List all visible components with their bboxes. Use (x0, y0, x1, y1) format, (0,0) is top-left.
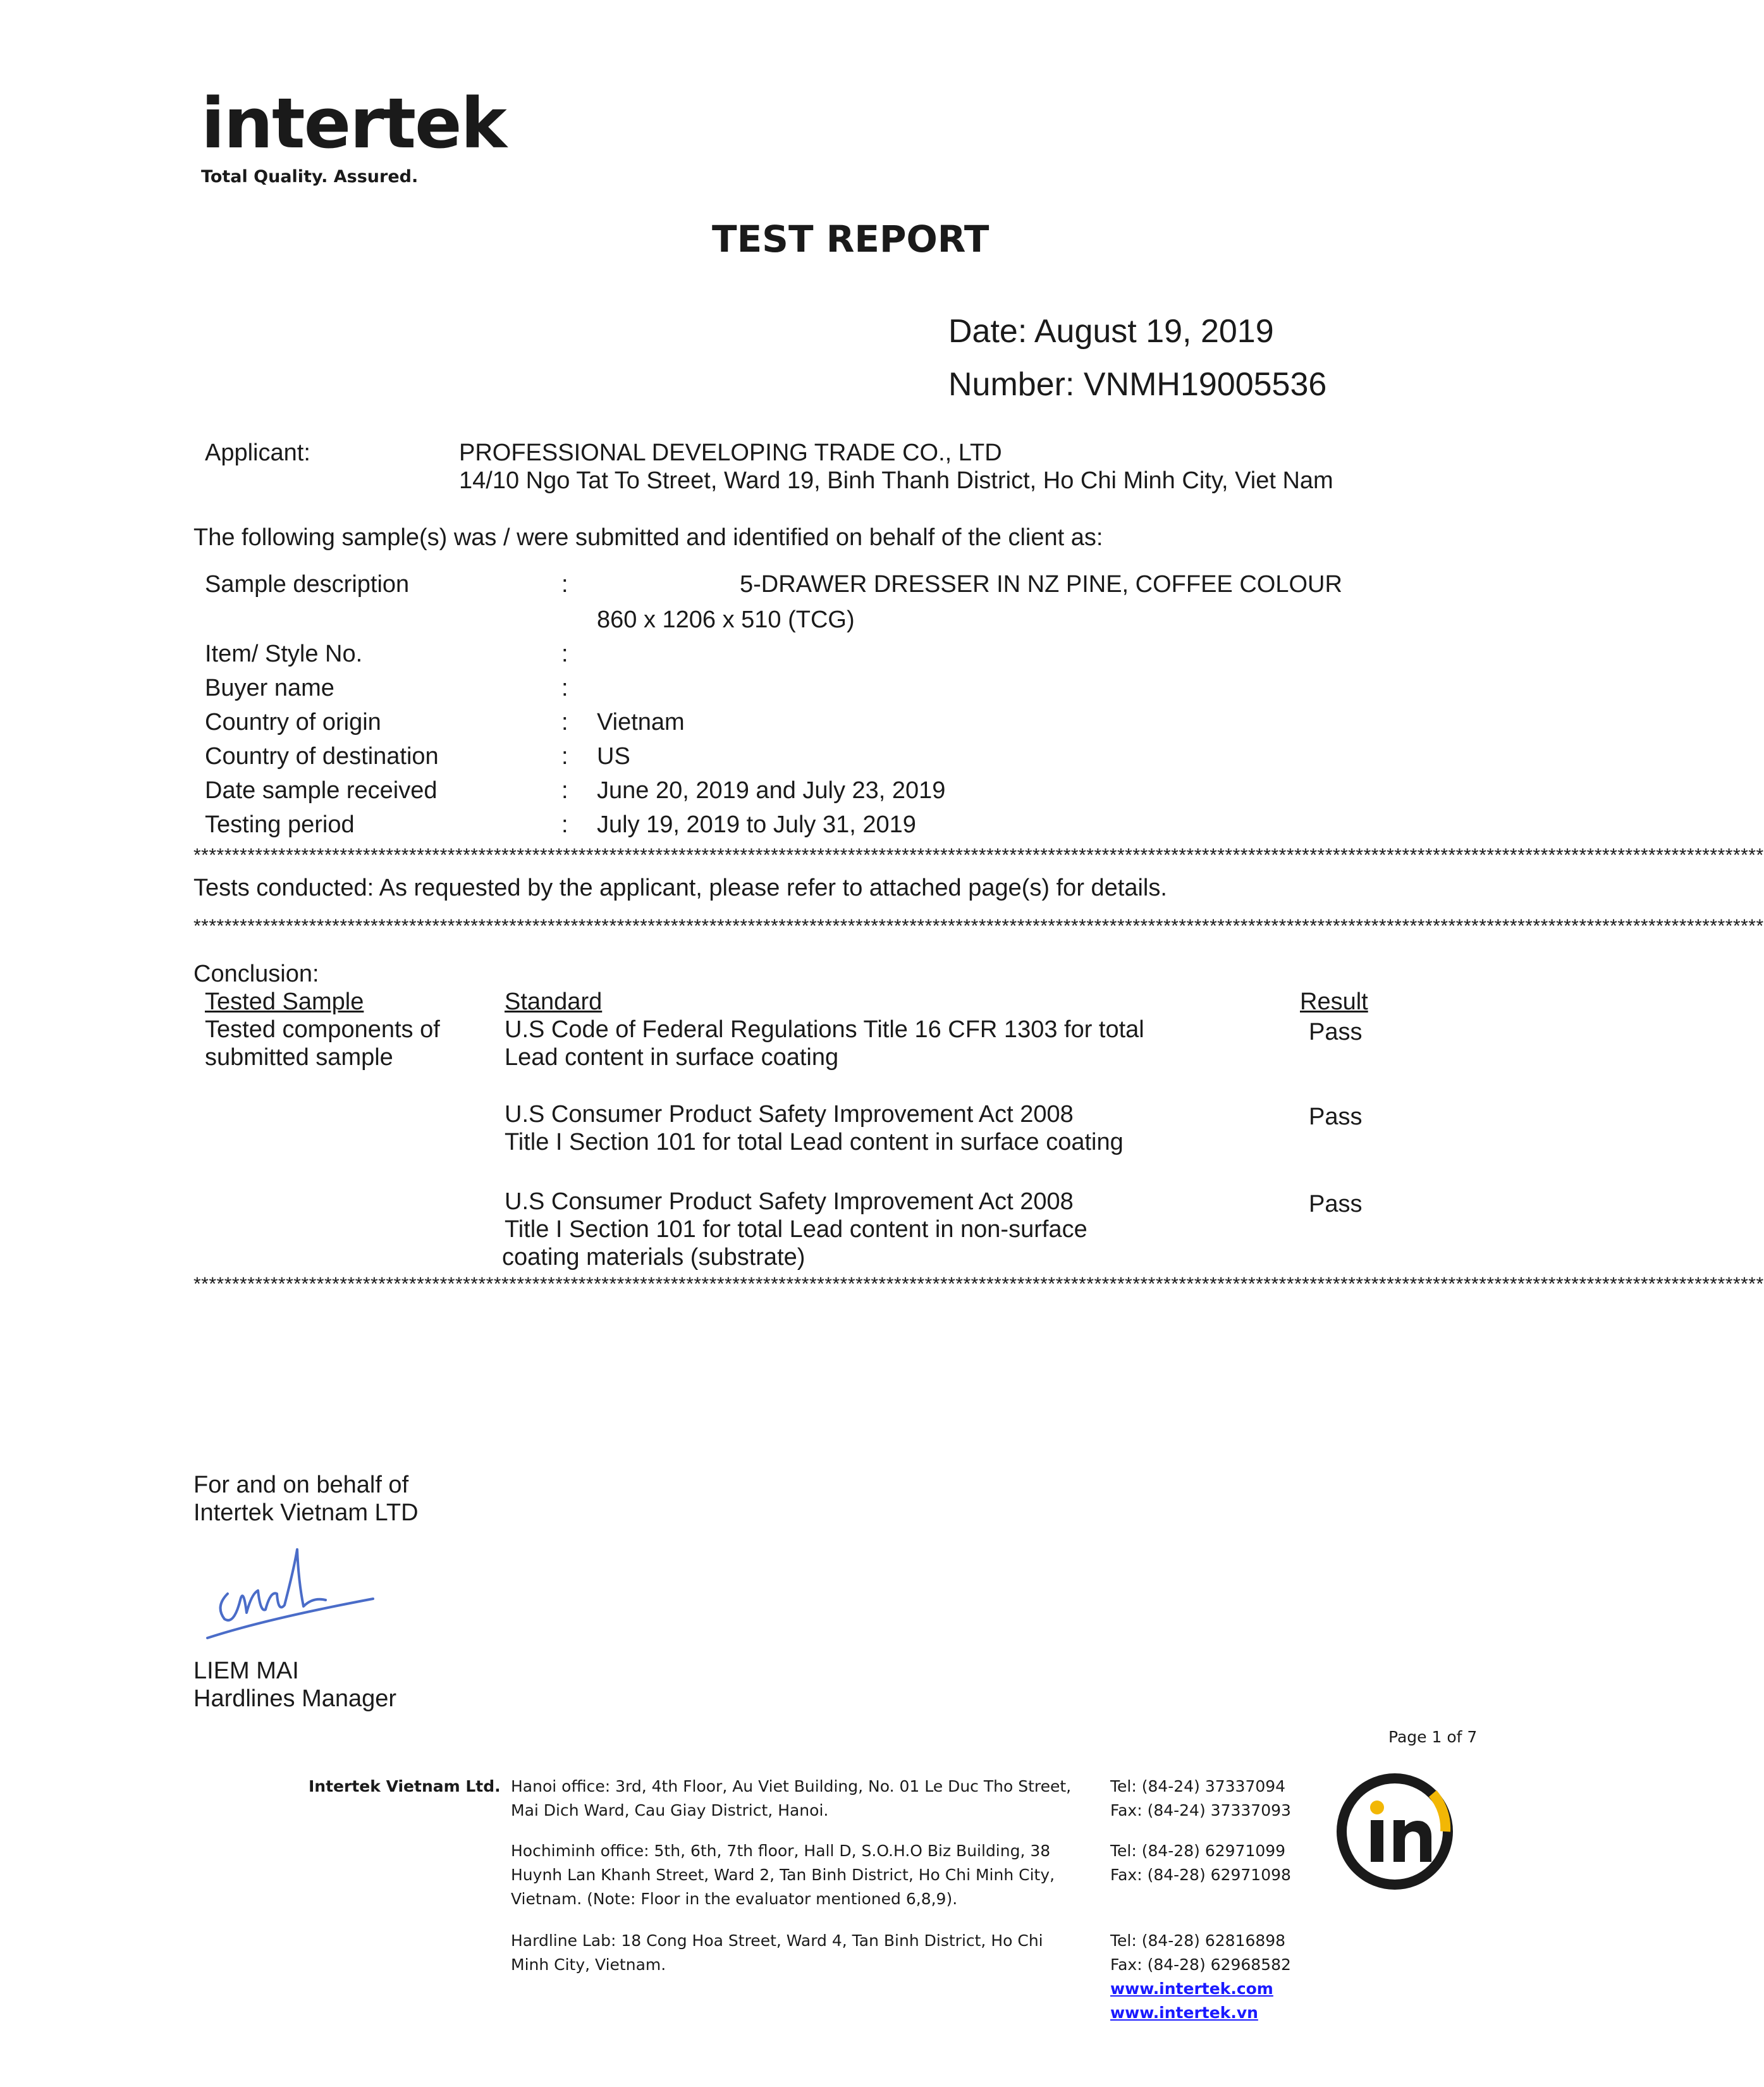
col-standard: Standard (505, 988, 603, 1015)
sample-desc-value-2: 860 x 1206 x 510 (TCG) (597, 606, 855, 633)
footer-hanoi-fax: Fax: (84-24) 37337093 (1110, 1801, 1291, 1819)
origin-label: Country of origin (205, 709, 381, 736)
footer-lab-2: Minh City, Vietnam. (511, 1955, 666, 1974)
origin-colon: : (561, 709, 568, 736)
star-divider: ************************************************************************************************************************************************************************************************************ (193, 916, 1764, 937)
page-title: TEST REPORT (712, 218, 989, 261)
footer-hanoi-tel: Tel: (84-24) 37337094 (1110, 1777, 1286, 1795)
footer-hcm-fax: Fax: (84-28) 62971098 (1110, 1866, 1291, 1884)
star-divider: ************************************************************************************************************************************************************************************************************ (193, 845, 1764, 866)
footer-company-name: Intertek Vietnam Ltd. (309, 1777, 501, 1795)
footer-lab-fax: Fax: (84-28) 62968582 (1110, 1955, 1291, 1974)
col-result: Result (1300, 988, 1368, 1015)
sample-desc-value: 5-DRAWER DRESSER IN NZ PINE, COFFEE COLOUR (740, 571, 1342, 598)
signature (190, 1530, 392, 1657)
buyer-colon: : (561, 675, 568, 701)
footer-hcm-3: Vietnam. (Note: Floor in the evaluator mentioned 6,8,9). (511, 1890, 958, 1908)
footer-hcm-2: Huynh Lan Khanh Street, Ward 2, Tan Binh District, Ho Chi Minh City, (511, 1866, 1055, 1884)
origin-value: Vietnam (597, 709, 685, 736)
tested-sample-line-2: submitted sample (205, 1044, 393, 1071)
destination-colon: : (561, 743, 568, 770)
received-label: Date sample received (205, 777, 438, 804)
received-colon: : (561, 777, 568, 804)
footer-lab-1: Hardline Lab: 18 Cong Hoa Street, Ward 4, Tan Binh District, Ho Chi (511, 1931, 1043, 1950)
standard-row-1-line-2: Lead content in surface coating (505, 1044, 839, 1071)
footer-hanoi-1: Hanoi office: 3rd, 4th Floor, Au Viet Building, No. 01 Le Duc Tho Street, (511, 1777, 1072, 1795)
signoff-line-1: For and on behalf of (193, 1472, 409, 1498)
result-row-3: Pass (1309, 1191, 1363, 1217)
star-divider: ************************************************************************************************************************************************************************************************************ (193, 1274, 1764, 1295)
report-number: Number: VNMH19005536 (948, 366, 1327, 403)
footer-website-vn[interactable] (1110, 2001, 1258, 2025)
website-link-com[interactable]: www.intertek.com (1110, 1979, 1273, 1998)
signatory-name: LIEM MAI (193, 1658, 299, 1684)
tests-conducted: Tests conducted: As requested by the applicant, please refer to attached page(s) for details. (193, 875, 1167, 901)
logo-tagline: Total Quality. Assured. (201, 167, 419, 187)
standard-row-3-line-2: Title I Section 101 for total Lead content in non-surface (505, 1216, 1087, 1243)
destination-value: US (597, 743, 630, 770)
col-tested-sample: Tested Sample (205, 988, 364, 1015)
intro-text: The following sample(s) was / were submitted and identified on behalf of the client as: (193, 524, 1103, 551)
footer-website-com[interactable] (1110, 1977, 1273, 2001)
footer-hcm-1: Hochiminh office: 5th, 6th, 7th floor, Hall D, S.O.H.O Biz Building, 38 (511, 1842, 1051, 1860)
sample-desc-colon: : (561, 571, 568, 598)
period-colon: : (561, 811, 568, 838)
period-label: Testing period (205, 811, 355, 838)
standard-row-3-line-3: coating materials (substrate) (502, 1244, 805, 1271)
destination-label: Country of destination (205, 743, 439, 770)
sample-desc-label: Sample description (205, 571, 410, 598)
item-style-colon: : (561, 641, 568, 667)
footer-lab-tel: Tel: (84-28) 62816898 (1110, 1931, 1286, 1950)
footer-hanoi-2: Mai Dich Ward, Cau Giay District, Hanoi. (511, 1801, 829, 1819)
conclusion-label: Conclusion: (193, 961, 319, 987)
period-value: July 19, 2019 to July 31, 2019 (597, 811, 916, 838)
applicant-address: 14/10 Ngo Tat To Street, Ward 19, Binh Thanh District, Ho Chi Minh City, Viet Nam (459, 467, 1333, 494)
standard-row-2-line-2: Title I Section 101 for total Lead content in surface coating (505, 1129, 1124, 1155)
received-value: June 20, 2019 and July 23, 2019 (597, 777, 946, 804)
item-style-label: Item/ Style No. (205, 641, 363, 667)
applicant-label: Applicant: (205, 440, 310, 466)
footer-hcm-tel: Tel: (84-28) 62971099 (1110, 1842, 1286, 1860)
standard-row-1-line-1: U.S Code of Federal Regulations Title 16 CFR 1303 for total (505, 1016, 1144, 1043)
intertek-logo (201, 83, 506, 187)
result-row-2: Pass (1309, 1104, 1363, 1130)
result-row-1: Pass (1309, 1019, 1363, 1045)
applicant-name: PROFESSIONAL DEVELOPING TRADE CO., LTD (459, 440, 1002, 466)
intertek-circle-logo-icon (1332, 1768, 1458, 1895)
buyer-label: Buyer name (205, 675, 334, 701)
standard-row-3-line-1: U.S Consumer Product Safety Improvement Act 2008 (505, 1188, 1074, 1215)
footer-company (309, 1775, 501, 1799)
signoff-line-2: Intertek Vietnam LTD (193, 1499, 419, 1526)
report-date: Date: August 19, 2019 (948, 313, 1274, 350)
signatory-role: Hardlines Manager (193, 1685, 397, 1712)
logo-wordmark: intertek (201, 83, 506, 164)
page-number: Page 1 of 7 (1388, 1728, 1478, 1746)
standard-row-2-line-1: U.S Consumer Product Safety Improvement Act 2008 (505, 1101, 1074, 1128)
website-link-vn[interactable]: www.intertek.vn (1110, 2004, 1258, 2022)
tested-sample-line-1: Tested components of (205, 1016, 440, 1043)
